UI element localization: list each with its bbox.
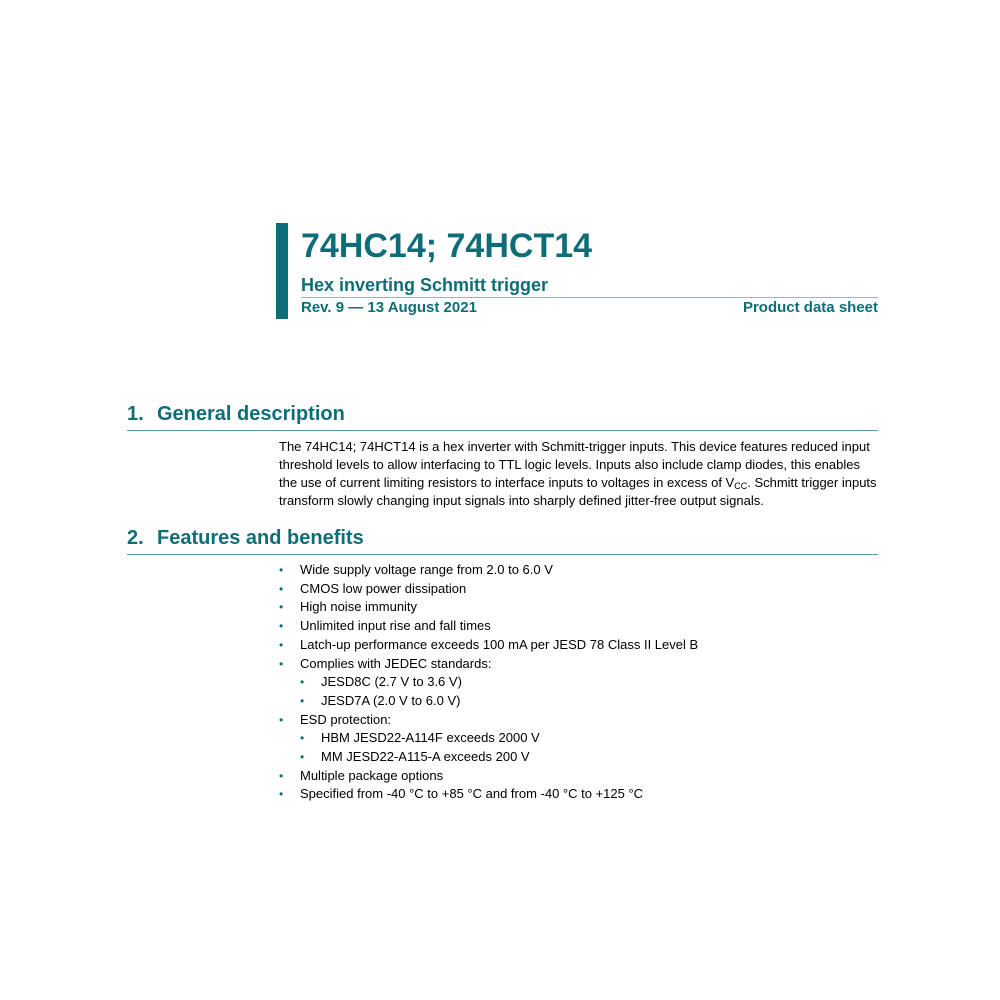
feature-item	[279, 561, 879, 580]
revision-date: Rev. 9 — 13 August 2021	[301, 299, 477, 316]
feature-text: HBM JESD22-A114F exceeds 2000 V	[321, 730, 540, 746]
description-text-continued: . Schmitt trigger inputs transform slowly changing input signals into sharply defined jitter-free output signals.	[279, 475, 877, 508]
section-title: General description	[157, 403, 345, 425]
feature-text: Unlimited input rise and fall times	[300, 618, 491, 634]
feature-text: Latch-up performance exceeds 100 mA per JESD 78 Class II Level B	[300, 636, 699, 652]
bullet-icon: •	[279, 600, 284, 615]
feature-text: CMOS low power dissipation	[300, 580, 467, 596]
feature-text: Complies with JEDEC standards:	[300, 655, 492, 671]
feature-item	[279, 617, 879, 636]
section-heading-general-description	[127, 402, 345, 426]
feature-item	[279, 655, 879, 674]
feature-text: JESD7A (2.0 V to 6.0 V)	[321, 692, 461, 708]
section-divider	[127, 430, 878, 431]
feature-sub-item	[279, 748, 879, 767]
feature-text: ESD protection:	[300, 711, 392, 727]
feature-text: Wide supply voltage range from 2.0 to 6.0 V	[300, 562, 553, 577]
title-divider	[301, 297, 878, 298]
document-subtitle: Hex inverting Schmitt trigger	[301, 275, 549, 295]
features-list	[279, 561, 879, 804]
feature-item	[279, 580, 879, 599]
bullet-icon: •	[300, 731, 305, 746]
document-type: Product data sheet	[742, 299, 878, 316]
feature-item	[279, 598, 879, 617]
bullet-icon: •	[279, 656, 284, 671]
section-number: 1.	[127, 403, 144, 425]
bullet-icon: •	[279, 581, 284, 596]
feature-text: MM JESD22-A115-A exceeds 200 V	[321, 749, 530, 765]
general-description-paragraph	[279, 438, 879, 510]
bullet-icon: •	[279, 712, 284, 727]
vcc-subscript: CC	[734, 481, 748, 491]
title-accent-bar	[276, 223, 288, 319]
feature-item	[279, 636, 879, 655]
bullet-icon: •	[279, 637, 284, 652]
feature-sub-item	[279, 673, 879, 692]
bullet-icon: •	[300, 693, 305, 708]
section-number: 2.	[127, 527, 144, 549]
section-heading-features-and-benefits	[127, 526, 364, 550]
bullet-icon: •	[279, 787, 284, 802]
feature-sub-item	[279, 692, 879, 711]
feature-text: High noise immunity	[300, 599, 418, 615]
document-title: 74HC14; 74HCT14	[301, 227, 593, 265]
section-title: Features and benefits	[157, 527, 364, 549]
bullet-icon: •	[279, 563, 284, 577]
feature-item	[279, 785, 879, 804]
feature-text: Multiple package options	[300, 767, 444, 783]
section-divider	[127, 554, 878, 555]
feature-sub-item	[279, 729, 879, 748]
bullet-icon: •	[279, 768, 284, 783]
feature-item	[279, 767, 879, 786]
description-text: The 74HC14; 74HCT14 is a hex inverter with Schmitt-trigger inputs. This device features reduced input threshold levels to allow interfacing to TTL logic levels. Inputs also include clamp diodes, this enables the use of current limiting resistors to interface inputs to voltages in excess of V	[279, 439, 870, 490]
bullet-icon: •	[300, 675, 305, 690]
feature-text: JESD8C (2.7 V to 3.6 V)	[321, 674, 462, 690]
feature-text: Specified from -40 °C to +85 °C and from -40 °C to +125 °C	[300, 786, 644, 802]
bullet-icon: •	[279, 619, 284, 634]
feature-item	[279, 711, 879, 730]
bullet-icon: •	[300, 750, 305, 765]
